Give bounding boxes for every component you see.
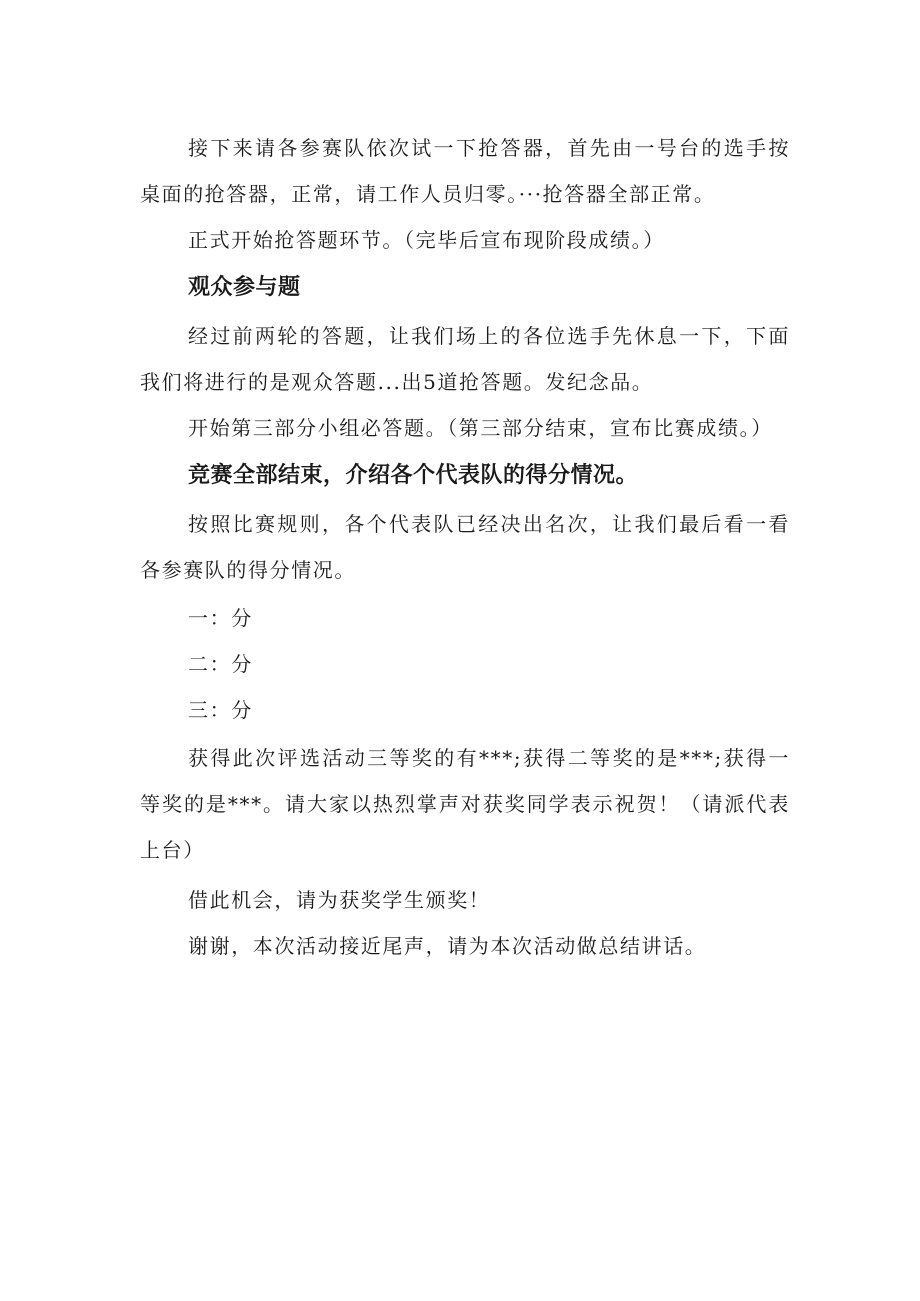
heading-audience-questions: 观众参与题 [188, 275, 301, 300]
paragraph-audience-questions: 经过前两轮的答题，让我们场上的各位选手先休息一下，下面我们将进行的是观众答题...出5道抢答题。发纪念品。 [140, 324, 790, 394]
paragraph-present-awards: 借此机会，请为获奖学生颁奖！ [188, 888, 491, 912]
paragraph-buzzer-test: 接下来请各参赛队依次试一下抢答器，首先由一号台的选手按桌面的抢答器，正常，请工作人员归零。···抢答器全部正常。 [140, 136, 790, 206]
document-body [140, 125, 790, 969]
paragraph-award-winners: 获得此次评选活动三等奖的有***;获得二等奖的是***;获得一等奖的是***。请大家以热烈掌声对获奖同学表示祝贺！（请派代表上台） [140, 746, 790, 862]
score-line-1: 一：分 [188, 606, 253, 630]
score-line-3: 三：分 [188, 698, 253, 722]
score-line-2: 二：分 [188, 652, 253, 676]
paragraph-closing-speech: 谢谢，本次活动接近尾声，请为本次活动做总结讲话。 [188, 934, 707, 958]
heading-competition-end: 竞赛全部结束，介绍各个代表队的得分情况。 [188, 463, 639, 488]
paragraph-third-part: 开始第三部分小组必答题。（第三部分结束，宣布比赛成绩。） [188, 416, 773, 440]
paragraph-start-buzzer-round: 正式开始抢答题环节。（完毕后宣布现阶段成绩。） [188, 228, 665, 252]
paragraph-rankings: 按照比赛规则，各个代表队已经决出名次，让我们最后看一看各参赛队的得分情况。 [140, 512, 790, 582]
